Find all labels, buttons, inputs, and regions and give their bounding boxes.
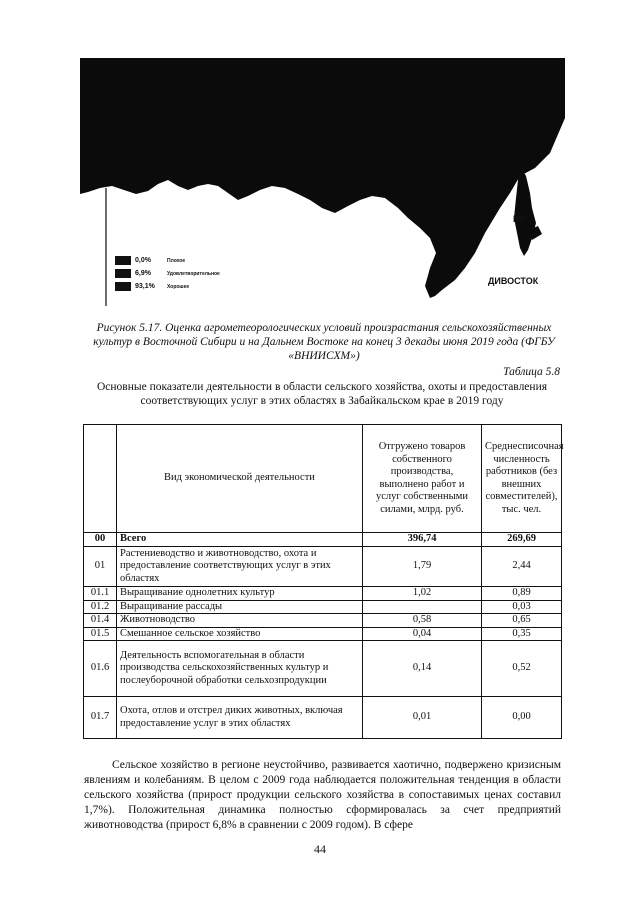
cell-employees: 0,52 — [482, 641, 562, 697]
cell-shipped: 0,58 — [363, 614, 482, 628]
legend-swatch — [115, 256, 131, 265]
cell-shipped: 0,04 — [363, 627, 482, 641]
cell-activity: Выращивание рассады — [117, 600, 363, 614]
cell-shipped: 0,01 — [363, 697, 482, 739]
cell-activity: Всего — [117, 533, 363, 547]
cell-employees: 0,65 — [482, 614, 562, 628]
activity-table — [83, 424, 562, 739]
legend-item — [115, 267, 220, 280]
table-row — [84, 533, 562, 547]
cell-code: 01.1 — [84, 587, 117, 601]
cell-code: 00 — [84, 533, 117, 547]
cell-employees: 0,35 — [482, 627, 562, 641]
cell-code: 01.6 — [84, 641, 117, 697]
cell-employees: 2,44 — [482, 547, 562, 587]
table-number: Таблица 5.8 — [503, 366, 560, 378]
cell-code: 01.4 — [84, 614, 117, 628]
legend-item — [115, 254, 220, 267]
body-text: Сельское хозяйство в регионе неустойчиво, развивается хаотично, подвержено кризисным явлениям и колебаниям. В целом с 2009 года наблюдается положительная тенденция в области сельского хозяйства (прирост продукции сельского хозяйства в сопоставимых ценах составил 1,7%). Положительная динамика полностью сформировалась за счет предприятий животноводства (прирост 6,8% в сравнении с 2009 годом). В сфере — [84, 759, 561, 831]
table-row — [84, 587, 562, 601]
legend-label: Удовлетворительное — [167, 270, 220, 277]
table-row — [84, 697, 562, 739]
cell-activity: Выращивание однолетних культур — [117, 587, 363, 601]
cell-shipped — [363, 600, 482, 614]
cell-shipped: 1,02 — [363, 587, 482, 601]
cell-shipped: 1,79 — [363, 547, 482, 587]
cell-code: 01.2 — [84, 600, 117, 614]
cell-employees: 0,89 — [482, 587, 562, 601]
page-number: 44 — [314, 842, 326, 856]
table-row — [84, 627, 562, 641]
legend-percent: 0,0% — [135, 257, 151, 264]
cell-employees: 269,69 — [482, 533, 562, 547]
cell-code: 01 — [84, 547, 117, 587]
legend-item — [115, 280, 220, 293]
table-header-row — [84, 425, 562, 533]
map-city-label-vladivostok: ДИВОСТОК — [488, 276, 539, 286]
table-row — [84, 547, 562, 587]
legend-swatch — [115, 282, 131, 291]
header-code — [84, 425, 117, 533]
body-paragraph — [84, 758, 561, 833]
header-employees: Среднесписочная численность работников (без внешних совместителей), тыс. чел. — [482, 425, 562, 533]
cell-code: 01.5 — [84, 627, 117, 641]
map-legend — [115, 254, 220, 293]
table-title: Основные показатели деятельности в области сельского хозяйства, охоты и предоставления соответствующих услуг в этих областях в Забайкальском крае в 2019 году — [96, 381, 548, 407]
cell-shipped: 0,14 — [363, 641, 482, 697]
cell-activity: Растениеводство и животноводство, охота и предоставление соответствующих услуг в этих областях — [117, 547, 363, 587]
legend-percent: 93,1% — [135, 283, 155, 290]
map-city-label-top: ВО — [513, 214, 527, 224]
cell-activity: Деятельность вспомогательная в области производства сельскохозяйственных культур и послеуборочной обработки сельхозпродукции — [117, 641, 363, 697]
table-row — [84, 614, 562, 628]
legend-percent: 6,9% — [135, 270, 151, 277]
legend-label: Плохое — [167, 257, 186, 264]
header-shipped: Отгружено товаров собственного производства, выполнено работ и услуг собственными силами, млрд. руб. — [363, 425, 482, 533]
cell-activity: Охота, отлов и отстрел диких животных, включая предоставление услуг в этих областях — [117, 697, 363, 739]
header-activity: Вид экономической деятельности — [117, 425, 363, 533]
table-row — [84, 600, 562, 614]
cell-activity: Смешанное сельское хозяйство — [117, 627, 363, 641]
cell-employees: 0,00 — [482, 697, 562, 739]
cell-activity: Животноводство — [117, 614, 363, 628]
cell-shipped: 396,74 — [363, 533, 482, 547]
legend-swatch — [115, 269, 131, 278]
table-row — [84, 641, 562, 697]
cell-employees: 0,03 — [482, 600, 562, 614]
figure-caption: Рисунок 5.17. Оценка агрометеорологических условий произрастания сельскохозяйственных культур в Восточной Сибири и на Дальнем Востоке на конец 3 декады июня 2019 года (ФГБУ «ВНИИСХМ») — [93, 322, 555, 362]
legend-label: Хорошее — [167, 283, 190, 290]
cell-code: 01.7 — [84, 697, 117, 739]
